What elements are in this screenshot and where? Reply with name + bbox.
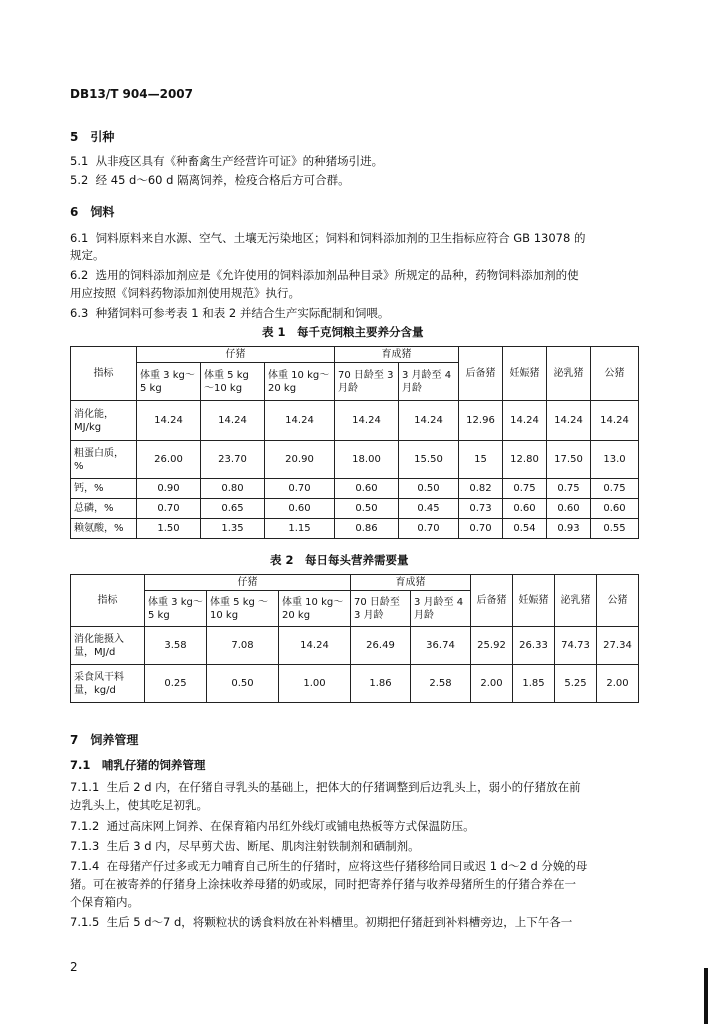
clause-6-1-line1 <box>70 230 585 246</box>
clause-5-2 <box>70 172 350 188</box>
clause-7-1-5 <box>70 914 572 930</box>
cell-value: 1.15 <box>265 519 335 539</box>
cell-value: 25.92 <box>471 627 513 665</box>
cell-value: 26.00 <box>137 441 201 479</box>
cell-value: 1.35 <box>201 519 265 539</box>
clause-text: 生后 2 d 内，在仔猪自寻乳头的基础上，把体大的仔猪调整到后边乳头上，弱小的仔猪放在前 <box>106 780 581 794</box>
cell-value: 0.90 <box>137 479 201 499</box>
cell-value: 0.50 <box>399 479 459 499</box>
header-boar: 公猪 <box>597 575 639 627</box>
cell-value: 0.70 <box>459 519 503 539</box>
clause-number: 7.1.3 <box>70 839 100 853</box>
clause-text: 饲料原料来自水源、空气、土壤无污染地区；饲料和饲料添加剂的卫生指标应符合 GB 13078 的 <box>95 231 586 245</box>
cell-value: 13.0 <box>591 441 639 479</box>
row-label: 采食风干料量，kg/d <box>71 665 145 703</box>
clause-number: 6.1 <box>70 231 89 245</box>
subheader-weight-5-10: 体重 5 kg ～10 kg <box>201 363 265 401</box>
cell-value: 3.58 <box>145 627 207 665</box>
cell-value: 0.75 <box>591 479 639 499</box>
subheader-weight-3-5: 体重 3 kg～5 kg <box>145 591 207 627</box>
cell-value: 1.85 <box>513 665 555 703</box>
cell-value: 0.50 <box>335 499 399 519</box>
cell-value: 0.75 <box>547 479 591 499</box>
cell-value: 27.34 <box>597 627 639 665</box>
clause-number: 5.2 <box>70 173 89 187</box>
section-6-title: 6 饲料 <box>70 205 115 219</box>
cell-value: 0.60 <box>503 499 547 519</box>
cell-value: 0.70 <box>265 479 335 499</box>
table-row <box>71 519 639 539</box>
cell-value: 0.70 <box>399 519 459 539</box>
cell-value: 0.60 <box>265 499 335 519</box>
subheader-age-3m-4m: 3 月龄至 4 月龄 <box>399 363 459 401</box>
cell-value: 1.00 <box>279 665 351 703</box>
clause-5-1 <box>70 153 383 169</box>
cell-value: 14.24 <box>201 401 265 441</box>
cell-value: 0.60 <box>335 479 399 499</box>
cell-value: 0.93 <box>547 519 591 539</box>
clause-7-1-4-line2: 猪。可在被寄养的仔猪身上涂抹收养母猪的奶或尿，同时把寄养仔猪与收养母猪所生的仔猪合养在一 <box>70 877 576 891</box>
cell-value: 0.60 <box>547 499 591 519</box>
table-1 <box>70 346 639 539</box>
document-header: DB13/T 904—2007 <box>70 87 193 101</box>
cell-value: 0.45 <box>399 499 459 519</box>
cell-value: 0.75 <box>503 479 547 499</box>
header-reserve: 后备猪 <box>459 347 503 401</box>
table-row <box>71 627 639 665</box>
table-row <box>71 401 639 441</box>
header-boar: 公猪 <box>591 347 639 401</box>
clause-number: 7.1.1 <box>70 780 100 794</box>
cell-value: 18.00 <box>335 441 399 479</box>
cell-value: 0.65 <box>201 499 265 519</box>
clause-text: 生后 5 d～7 d，将颗粒状的诱食料放在补料槽里。初期把仔猪赶到补料槽旁边，上下午各一 <box>106 915 573 929</box>
subheader-age-3m-4m: 3 月龄至 4 月龄 <box>411 591 471 627</box>
header-piglet: 仔猪 <box>137 347 335 363</box>
cell-value: 0.54 <box>503 519 547 539</box>
cell-value: 2.58 <box>411 665 471 703</box>
cell-value: 0.70 <box>137 499 201 519</box>
cell-value: 0.80 <box>201 479 265 499</box>
cell-value: 5.25 <box>555 665 597 703</box>
section-7-title: 7 饲养管理 <box>70 733 139 747</box>
clause-7-1-1-line2: 边乳头上，使其吃足初乳。 <box>70 798 208 812</box>
clause-text: 在母猪产仔过多或无力哺育自己所生的仔猪时，应将这些仔猪移给同日或迟 1 d～2 d 分娩的母 <box>106 859 588 873</box>
cell-value: 0.60 <box>591 499 639 519</box>
clause-text: 经 45 d～60 d 隔离饲养，检疫合格后方可合群。 <box>95 173 350 187</box>
cell-value: 0.55 <box>591 519 639 539</box>
clause-7-1-4-line1 <box>70 858 587 874</box>
row-label: 粗蛋白质，% <box>71 441 137 479</box>
cell-value: 12.96 <box>459 401 503 441</box>
cell-value: 14.24 <box>547 401 591 441</box>
clause-6-2-line2: 用应按照《饲料药物添加剂使用规范》执行。 <box>70 286 300 300</box>
cell-value: 0.82 <box>459 479 503 499</box>
subheader-weight-3-5: 体重 3 kg～5 kg <box>137 363 201 401</box>
header-indicator: 指标 <box>71 575 145 627</box>
header-lactating: 泌乳猪 <box>547 347 591 401</box>
cell-value: 0.86 <box>335 519 399 539</box>
scan-edge-mark <box>704 968 708 1024</box>
clause-number: 7.1.4 <box>70 859 100 873</box>
cell-value: 36.74 <box>411 627 471 665</box>
cell-value: 0.73 <box>459 499 503 519</box>
clause-6-3 <box>70 305 389 321</box>
clause-text: 通过高床网上饲养、在保育箱内吊红外线灯或铺电热板等方式保温防压。 <box>106 819 475 833</box>
cell-value: 1.50 <box>137 519 201 539</box>
clause-number: 7.1.2 <box>70 819 100 833</box>
header-lactating: 泌乳猪 <box>555 575 597 627</box>
cell-value: 7.08 <box>207 627 279 665</box>
subheader-age-70d-3m: 70 日龄至 3 月龄 <box>351 591 411 627</box>
row-label: 总磷，% <box>71 499 137 519</box>
subheader-age-70d-3m: 70 日龄至 3 月龄 <box>335 363 399 401</box>
clause-text: 生后 3 d 内，尽早剪犬齿、断尾、肌肉注射铁制剂和硒制剂。 <box>106 839 420 853</box>
row-label: 钙，% <box>71 479 137 499</box>
clause-text: 选用的饲料添加剂应是《允许使用的饲料添加剂品种目录》所规定的品种，药物饲料添加剂的使 <box>95 268 579 282</box>
subheader-weight-10-20: 体重 10 kg～20 kg <box>265 363 335 401</box>
cell-value: 14.24 <box>335 401 399 441</box>
cell-value: 20.90 <box>265 441 335 479</box>
table-2 <box>70 574 639 703</box>
row-label: 赖氨酸，% <box>71 519 137 539</box>
header-pregnant: 妊娠猪 <box>503 347 547 401</box>
subheader-weight-5-10: 体重 5 kg ～10 kg <box>207 591 279 627</box>
clause-number: 6.3 <box>70 306 89 320</box>
clause-7-1-1-line1 <box>70 779 581 795</box>
header-pregnant: 妊娠猪 <box>513 575 555 627</box>
row-label: 消化能，MJ/kg <box>71 401 137 441</box>
cell-value: 14.24 <box>137 401 201 441</box>
cell-value: 26.33 <box>513 627 555 665</box>
table-row <box>71 499 639 519</box>
header-piglet: 仔猪 <box>145 575 351 591</box>
clause-7-1-4-line3: 个保育箱内。 <box>70 895 139 909</box>
cell-value: 17.50 <box>547 441 591 479</box>
header-reserve: 后备猪 <box>471 575 513 627</box>
clause-6-1-line2: 规定。 <box>70 248 105 262</box>
cell-value: 0.50 <box>207 665 279 703</box>
cell-value: 2.00 <box>597 665 639 703</box>
cell-value: 15 <box>459 441 503 479</box>
clause-number: 5.1 <box>70 154 89 168</box>
cell-value: 23.70 <box>201 441 265 479</box>
table-2-caption: 表 2 每日每头营养需要量 <box>270 553 409 567</box>
clause-text: 种猪饲料可参考表 1 和表 2 并结合生产实际配制和饲喂。 <box>95 306 390 320</box>
cell-value: 14.24 <box>279 627 351 665</box>
cell-value: 15.50 <box>399 441 459 479</box>
table-row <box>71 665 639 703</box>
row-label: 消化能摄入量，MJ/d <box>71 627 145 665</box>
clause-text: 从非疫区具有《种畜禽生产经营许可证》的种猪场引进。 <box>95 154 384 168</box>
subheader-weight-10-20: 体重 10 kg～20 kg <box>279 591 351 627</box>
page-number: 2 <box>70 960 78 974</box>
cell-value: 12.80 <box>503 441 547 479</box>
header-indicator: 指标 <box>71 347 137 401</box>
clause-7-1-2 <box>70 818 475 834</box>
clause-number: 6.2 <box>70 268 89 282</box>
cell-value: 1.86 <box>351 665 411 703</box>
cell-value: 14.24 <box>265 401 335 441</box>
section-5-title: 5 引种 <box>70 130 115 144</box>
cell-value: 0.25 <box>145 665 207 703</box>
section-7-1-title: 7.1 哺乳仔猪的饲养管理 <box>70 758 206 772</box>
table-row <box>71 441 639 479</box>
clause-7-1-3 <box>70 838 420 854</box>
clause-number: 7.1.5 <box>70 915 100 929</box>
cell-value: 74.73 <box>555 627 597 665</box>
cell-value: 26.49 <box>351 627 411 665</box>
header-grower: 育成猪 <box>351 575 471 591</box>
header-grower: 育成猪 <box>335 347 459 363</box>
cell-value: 2.00 <box>471 665 513 703</box>
cell-value: 14.24 <box>399 401 459 441</box>
cell-value: 14.24 <box>503 401 547 441</box>
cell-value: 14.24 <box>591 401 639 441</box>
table-1-caption: 表 1 每千克饲粮主要养分含量 <box>262 325 424 339</box>
table-row <box>71 479 639 499</box>
clause-6-2-line1 <box>70 267 579 283</box>
